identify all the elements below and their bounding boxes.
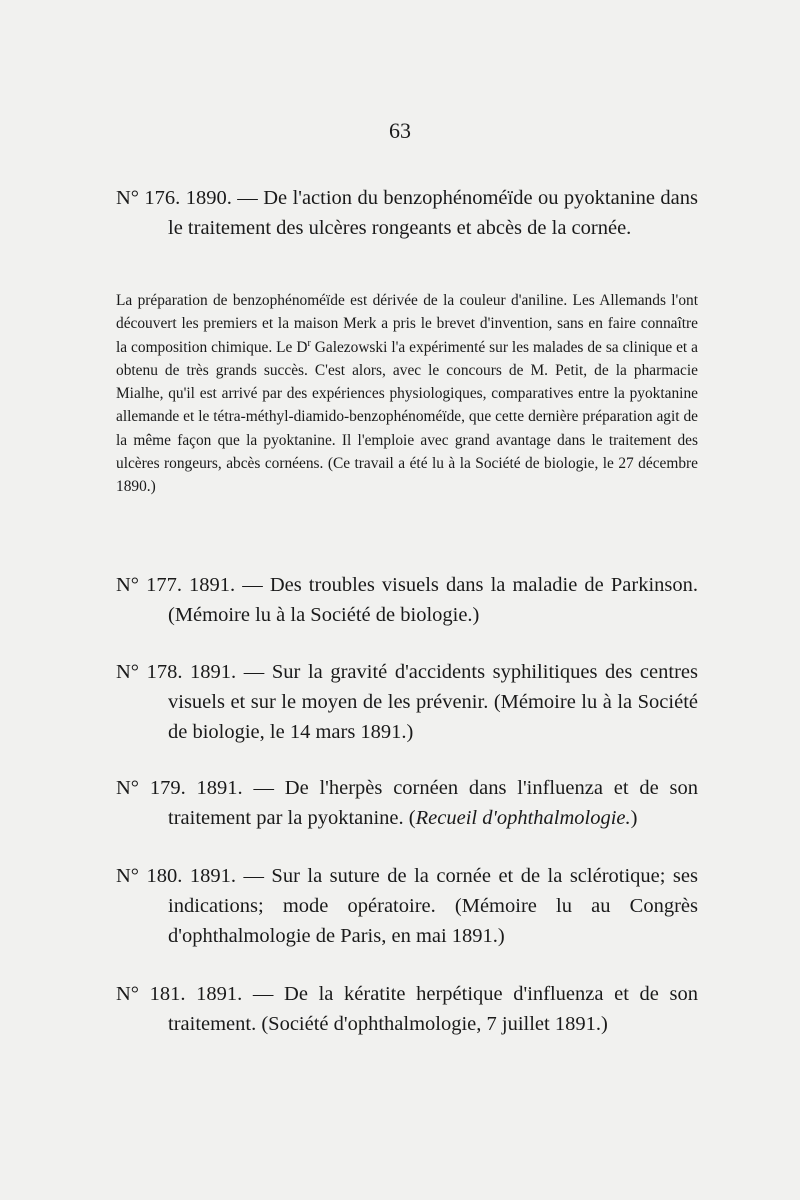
summary-text-1: La préparation de benzophénoméïde est dérivée de la couleur d'aniline. Les Allemands l'ont découvert les premiers et la maison Merk a pris le brevet d'invention, sans en faire connaître la composition chimique. Le D xyxy=(116,292,698,356)
entry-number: N° 179. 1891. xyxy=(116,777,243,799)
superscript: r xyxy=(307,337,311,349)
entry-number: N° 178. 1891. xyxy=(116,661,237,683)
entry-title: — Sur la gravité d'accidents syphilitiques des centres visuels et sur le moyen de les prévenir. (Mémoire lu à la Société de biologie, le 14 mars 1891.) xyxy=(168,661,698,743)
entry-title-end: ) xyxy=(630,807,638,829)
entry-176-summary xyxy=(116,289,698,499)
entry-heading xyxy=(116,657,698,747)
entry-176 xyxy=(116,183,698,243)
entry-heading xyxy=(116,773,698,833)
entry-number: N° 176. 1890. xyxy=(116,187,232,209)
entry-178 xyxy=(116,657,698,747)
entry-number: N° 180. 1891. xyxy=(116,865,236,887)
page-number: 63 xyxy=(389,118,411,143)
entry-177 xyxy=(116,570,698,630)
entry-title: — Sur la suture de la cornée et de la sclérotique; ses indications; mode opératoire. (Mémoire lu au Congrès d'ophthalmologie de Paris, en mai 1891.) xyxy=(168,865,698,947)
journal-title: Recueil d'ophthalmologie. xyxy=(415,807,631,829)
entry-title: — De l'action du benzophénoméïde ou pyoktanine dans le traitement des ulcères rongeants et abcès de la cornée. xyxy=(168,187,698,239)
entry-180 xyxy=(116,861,698,951)
entry-number: N° 177. 1891. xyxy=(116,574,236,596)
entry-181 xyxy=(116,979,698,1039)
entry-number: N° 181. 1891. xyxy=(116,983,243,1005)
entry-title: — De la kératite herpétique d'influenza et de son traitement. (Société d'ophthalmologie, 7 juillet 1891.) xyxy=(168,983,698,1035)
entry-heading xyxy=(116,570,698,630)
entry-heading xyxy=(116,861,698,951)
entry-title: — De l'herpès cornéen dans l'influenza et de son traitement par la pyoktanine. ( xyxy=(168,777,698,829)
summary-text-2: Galezowski l'a expérimenté sur les malades de sa clinique et a obtenu de très grands succès. C'est alors, avec le concours de M. Petit, de la pharmacie Mialhe, qu'il est arrivé par des expériences physiologiques, comparatives entre la pyoktanine allemande et le tétra-méthyl-diamido-benzophénoméïde, que cette dernière préparation agit de la même façon que la pyoktanine. Il l'emploie avec grand avantage dans le traitement des ulcères rongeurs, abcès cornéens. (Ce travail a été lu à la Société de biologie, le 27 décembre 1890.) xyxy=(116,338,698,496)
entry-heading xyxy=(116,183,698,243)
entry-heading xyxy=(116,979,698,1039)
entry-title: — Des troubles visuels dans la maladie de Parkinson. (Mémoire lu à la Société de biologie.) xyxy=(168,574,698,626)
entry-179 xyxy=(116,773,698,833)
